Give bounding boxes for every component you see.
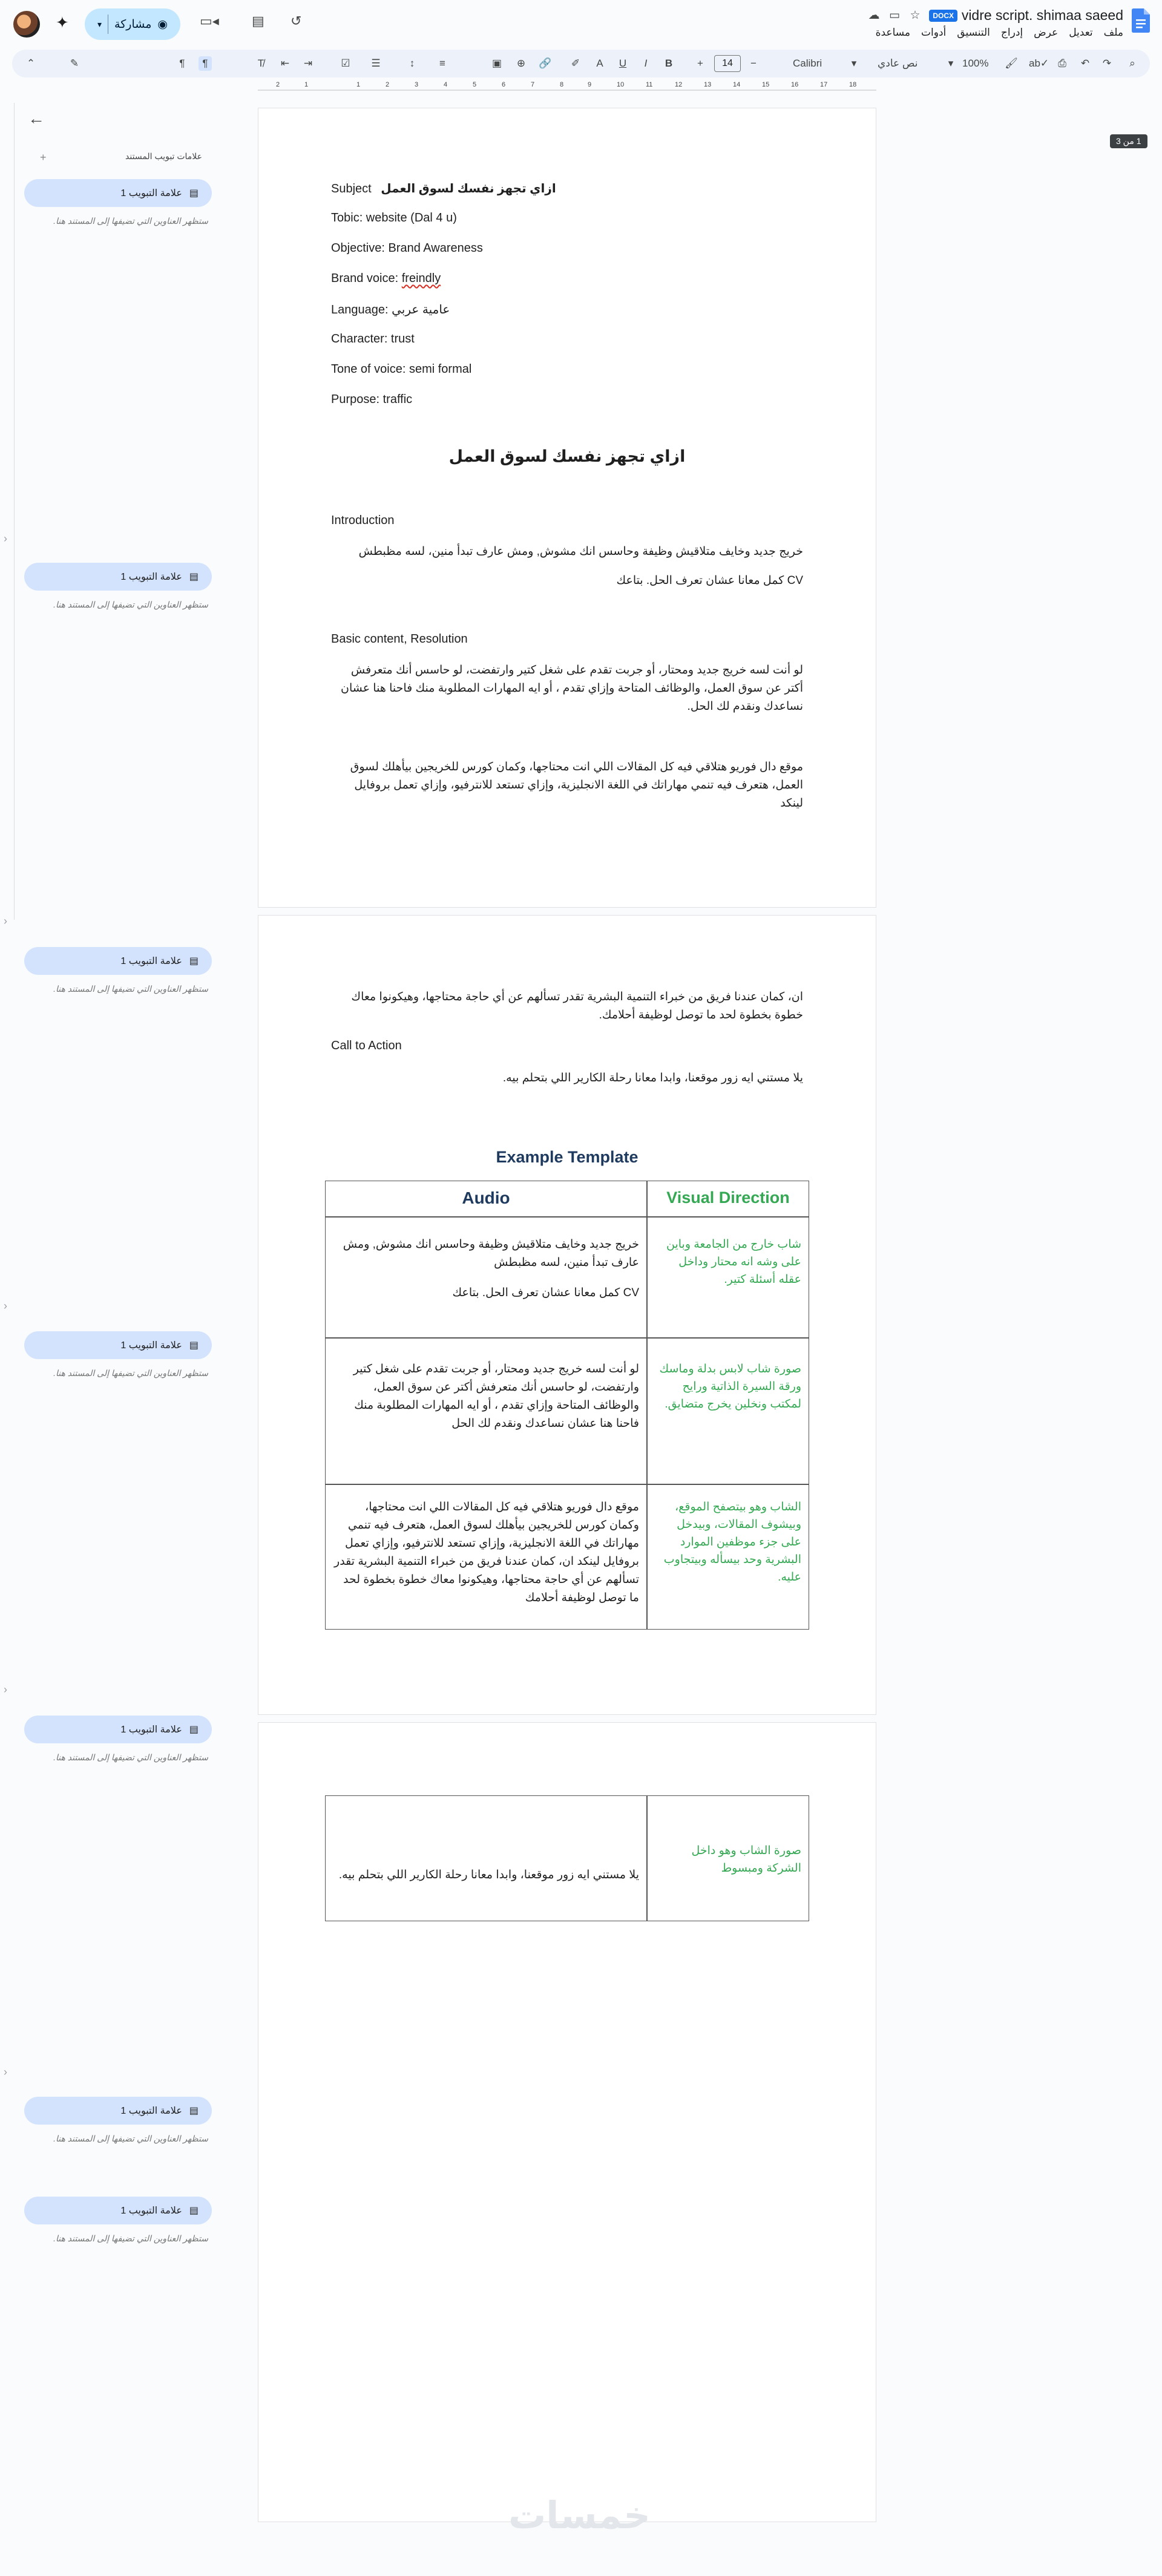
ruler-tick: 4 <box>444 81 448 88</box>
chevron-right-icon[interactable]: › <box>4 2066 7 2078</box>
ruler-tick: 13 <box>704 81 712 88</box>
ruler-tick: 7 <box>531 81 535 88</box>
ruler-tick: 17 <box>820 81 828 88</box>
visual-cell-text: شاب خارج من الجامعة وباين على وشه انه محتار وداخل عقله أسئلة كتير. <box>666 1238 801 1286</box>
subject-label: Subject <box>331 182 372 195</box>
document-tab[interactable] <box>24 1331 212 1359</box>
table-row-visual <box>647 1484 809 1630</box>
visual-cell-text: صورة الشاب وهو داخل الشركة ومبسوط <box>691 1844 801 1875</box>
ruler-tick: 1 <box>356 81 361 88</box>
ruler-tick: 2 <box>276 81 280 88</box>
formatting-toolbar <box>12 50 1150 77</box>
comment-add-icon[interactable]: ⊕ <box>516 57 526 69</box>
menu-view[interactable]: عرض <box>1034 27 1059 38</box>
close-outline-arrow-icon[interactable]: ← <box>28 109 45 128</box>
chevron-right-icon[interactable]: › <box>4 915 7 927</box>
rtl-icon[interactable]: ¶ <box>199 56 212 71</box>
page-1[interactable] <box>258 108 876 908</box>
intro-line-1: خريج جديد وخايف متلاقيش وظيفة وحاسس انك مشوش, ومش عارف تبدأ منين، لسه مظبطش <box>358 545 803 558</box>
audio-cell-text: لو أنت لسه خريج جديد ومحتار، أو جربت تقدم على شغل كتير وارتفضت، لو حاسس أنك متعرفش أكتر عن سوق العمل، والوظائف المتاحة وإزاي تقدم ، أو ايه المهارات المطلوبة منك فاحنا هنا عشان نساعدك ونقدم لك الحل <box>353 1363 639 1430</box>
document-tab[interactable] <box>24 2097 212 2125</box>
ruler-tick: 14 <box>733 81 741 88</box>
text-color-icon[interactable]: A <box>596 57 603 69</box>
brand-voice-label: Brand voice: <box>331 272 399 285</box>
docs-logo-icon[interactable] <box>1132 8 1150 33</box>
tab-label: علامة التبويب 1 <box>120 1340 182 1351</box>
cloud-icon[interactable]: ☁ <box>868 9 880 22</box>
folder-icon[interactable]: ▭ <box>889 9 900 22</box>
tab-doc-icon: ▤ <box>189 2206 199 2216</box>
audio-header: Audio <box>462 1188 510 1207</box>
add-tab-icon[interactable]: + <box>40 151 47 163</box>
cta-text: يلا مستني ايه زور موقعنا، وابدا معانا رحلة الكارير اللي بتحلم بيه. <box>502 1072 803 1084</box>
purpose-line: Purpose: traffic <box>331 393 413 406</box>
visual-header: Visual Direction <box>666 1188 790 1207</box>
ruler-tick: 9 <box>588 81 592 88</box>
horizontal-ruler[interactable] <box>258 81 876 97</box>
menu-tools[interactable]: أدوات <box>921 27 947 38</box>
ruler-bar <box>258 90 876 91</box>
style-selector[interactable]: نص عادي <box>878 57 918 69</box>
ruler-tick: 3 <box>415 81 419 88</box>
language-label: Language: <box>331 303 389 316</box>
table-row <box>325 1484 647 1630</box>
link-icon[interactable]: 🔗 <box>539 57 552 69</box>
menu-file[interactable]: ملف <box>1103 27 1123 38</box>
line-spacing-icon[interactable]: ↕ <box>409 57 415 69</box>
bulleted-list-icon[interactable]: ☰ <box>371 57 381 69</box>
tab-note: ستظهر العناوين التي تضيفها إلى المستند هنا. <box>53 984 208 994</box>
style-chevron-icon[interactable]: ▾ <box>851 57 857 69</box>
checklist-icon[interactable]: ☑ <box>341 57 350 69</box>
pen-icon[interactable]: ✎ <box>70 57 79 69</box>
character-line: Character: trust <box>331 332 415 346</box>
gemini-icon[interactable]: ✦ <box>56 13 69 31</box>
brand-voice-line <box>331 272 441 286</box>
tab-label: علامة التبويب 1 <box>120 956 182 966</box>
italic-icon[interactable]: I <box>644 57 648 69</box>
chevron-down-icon[interactable]: ▾ <box>97 19 102 29</box>
zoom-selector[interactable]: 100% <box>962 57 989 69</box>
menu-format[interactable]: التنسيق <box>957 27 990 38</box>
font-size-input[interactable]: 14 <box>714 55 741 72</box>
page2-paragraph: ان، كمان عندنا فريق من خبراء التنمية البشرية تقدر تسألهم عن أي حاجة محتاجها، وهيكونوا معاك خطوة بخطوة لحد ما توصل لوظيفة أحلامك. <box>351 991 803 1021</box>
tab-note: ستظهر العناوين التي تضيفها إلى المستند هنا. <box>53 216 208 226</box>
document-tab[interactable] <box>24 563 212 591</box>
outdent-icon[interactable]: ⇥ <box>303 57 313 69</box>
document-tab[interactable] <box>24 1716 212 1743</box>
audio-header-cell <box>325 1181 647 1217</box>
ruler-tick: 10 <box>617 81 625 88</box>
chevron-right-icon[interactable]: › <box>4 533 7 545</box>
visual-header-cell <box>647 1181 809 1217</box>
zoom-chevron-icon[interactable]: ▾ <box>948 57 954 69</box>
audio-cell-text: يلا مستني ايه زور موقعنا، وابدا معانا رحلة الكارير اللي بتحلم بيه. <box>338 1869 639 1881</box>
ruler-tick: 5 <box>473 81 477 88</box>
ruler-tick: 15 <box>762 81 770 88</box>
topic-line: Tobic: website (Dal 4 u) <box>331 211 457 224</box>
tab-label: علامة التبويب 1 <box>120 572 182 582</box>
audio-cell-text: موقع دال فوريو هتلاقي فيه كل المقالات اللي انت محتاجها، وكمان كورس للخريجين بيأهلك لسوق العمل، هتعرف فيه تنمي مهاراتك في اللغة الانجليزية، وإزاي تستعد للانترفيو، وإزاي تعمل بروفايل لينكد ان، كمان عندنا فريق من خبراء التنمية البشرية تقدر تسألهم عن أي حاجة محتاجها، وهيكونوا معاك خطوة بخطوة لحد ما توصل لوظيفة أحلامك <box>334 1501 639 1604</box>
ltr-icon[interactable]: ¶ <box>179 57 185 69</box>
tab-note: ستظهر العناوين التي تضيفها إلى المستند هنا. <box>53 2134 208 2143</box>
document-tab[interactable] <box>24 179 212 207</box>
tab-doc-icon: ▤ <box>189 572 199 582</box>
language-line <box>331 302 450 317</box>
history-icon[interactable]: ↺ <box>290 13 302 28</box>
tab-note: ستظهر العناوين التي تضيفها إلى المستند هنا. <box>53 1368 208 1378</box>
ruler-tick: 1 <box>304 81 309 88</box>
page-counter: 1 من 3 <box>1110 134 1147 148</box>
tab-doc-icon: ▤ <box>189 1725 199 1735</box>
menu-edit[interactable]: تعديل <box>1069 27 1093 38</box>
table-row <box>325 1217 647 1338</box>
ruler-tick: 16 <box>791 81 799 88</box>
underline-icon[interactable]: U <box>619 57 627 69</box>
intro-line-2: CV كمل معانا عشان تعرف الحل. بتاعك <box>616 574 803 587</box>
tab-label: علامة التبويب 1 <box>120 2106 182 2116</box>
visual-cell-text: صورة شاب لابس بدلة وماسك ورقة السيرة الذاتية ورايح لمكتب ونخلين يخرج متضايق. <box>659 1363 801 1411</box>
tab-note: ستظهر العناوين التي تضيفها إلى المستند هنا. <box>53 2234 208 2243</box>
print-icon[interactable]: ⎙ <box>1058 57 1066 69</box>
template-title: Example Template <box>496 1148 638 1166</box>
menu-insert[interactable]: إدراج <box>1000 27 1023 38</box>
spellcheck-icon[interactable]: ab✓ <box>1029 57 1049 69</box>
document-title[interactable]: vidre script. shimaa saeed <box>961 7 1123 23</box>
ruler-tick: 12 <box>675 81 683 88</box>
share-button[interactable] <box>85 8 180 40</box>
align-icon[interactable]: ≡ <box>439 57 445 69</box>
basic-content-label: Basic content, Resolution <box>331 632 468 646</box>
tab-doc-icon: ▤ <box>189 1340 199 1351</box>
subject-value: ازاي تجهز نفسك لسوق العمل <box>381 182 556 195</box>
highlight-icon[interactable]: ✐ <box>571 57 580 69</box>
language-value: عامية عربي <box>392 303 450 316</box>
share-label: مشاركة <box>114 18 152 31</box>
intro-label: Introduction <box>331 514 395 527</box>
menu-bar <box>876 27 1123 39</box>
bold-icon[interactable]: B <box>665 57 673 69</box>
image-icon[interactable]: ▣ <box>491 57 502 69</box>
paint-format-icon[interactable]: 🖌 <box>1005 57 1018 69</box>
table-row <box>325 1795 647 1921</box>
brand-voice-value: freindly <box>401 272 441 285</box>
star-icon[interactable]: ☆ <box>910 9 921 22</box>
subject-line <box>331 181 556 196</box>
clear-format-icon[interactable]: T̸ <box>257 57 264 69</box>
document-tab[interactable] <box>24 2197 212 2224</box>
tab-note: ستظهر العناوين التي تضيفها إلى المستند هنا. <box>53 1752 208 1762</box>
document-tab[interactable] <box>24 947 212 975</box>
font-selector[interactable]: Calibri <box>793 57 822 69</box>
menu-help[interactable]: مساعدة <box>875 27 911 38</box>
tab-doc-icon: ▤ <box>189 2106 199 2116</box>
outline-header: علامات تبويب المستند <box>125 151 202 161</box>
audio-cell-text-2: CV كمل معانا عشان تعرف الحل. بتاعك <box>452 1286 639 1299</box>
basic-paragraph-1: لو أنت لسه خريج جديد ومحتار، أو جربت تقدم على شغل كتير وارتفضت، لو حاسس أنك متعرفش أكتر عن سوق العمل، والوظائف المتاحة وإزاي تقدم ، أو ايه المهارات المطلوبة منك فاحنا هنا عشان نساعدك ونقدم لك الحل. <box>341 664 803 713</box>
table-row-visual <box>647 1217 809 1338</box>
title-bar <box>0 0 1162 46</box>
ruler-tick: 6 <box>502 81 506 88</box>
collapse-toolbar-icon[interactable]: ⌃ <box>26 57 36 69</box>
objective-line: Objective: Brand Awareness <box>331 241 483 255</box>
undo-icon[interactable]: ↶ <box>1080 57 1090 69</box>
chevron-right-icon[interactable]: › <box>4 1683 7 1696</box>
table-row-visual <box>647 1795 809 1921</box>
tab-label: علامة التبويب 1 <box>120 188 182 198</box>
watermark: خمسات <box>508 2495 651 2537</box>
document-heading: ازاي تجهز نفسك لسوق العمل <box>448 447 686 465</box>
chevron-right-icon[interactable]: › <box>4 1300 7 1312</box>
cta-label: Call to Action <box>331 1039 402 1052</box>
globe-icon: ◉ <box>157 18 168 31</box>
search-icon[interactable]: ⌕ <box>1129 57 1135 69</box>
basic-paragraph-2: موقع دال فوريو هتلاقي فيه كل المقالات اللي انت محتاجها، وكمان كورس للخريجين بيأهلك لسوق العمل، هتعرف فيه تنمي مهاراتك في اللغة الانجليزية، وإزاي تستعد للانترفيو، وإزاي تعمل بروفايل لينكد <box>350 761 803 810</box>
redo-icon[interactable]: ↷ <box>1102 57 1112 69</box>
font-size-decrease-icon[interactable]: − <box>750 57 757 69</box>
ruler-tick: 8 <box>560 81 564 88</box>
page-3[interactable] <box>258 1722 876 2522</box>
tone-line: Tone of voice: semi formal <box>331 362 472 376</box>
audio-cell-text: خريج جديد وخايف متلاقيش وظيفة وحاسس انك مشوش, ومش عارف تبدأ منين، لسه مظبطش <box>343 1238 639 1269</box>
avatar[interactable] <box>13 11 40 38</box>
ruler-tick: 18 <box>849 81 857 88</box>
meet-icon[interactable]: ▭◂ <box>200 13 219 28</box>
tab-doc-icon: ▤ <box>189 956 199 966</box>
tab-doc-icon: ▤ <box>189 188 199 198</box>
font-size-increase-icon[interactable]: + <box>697 57 703 69</box>
table-row-visual <box>647 1338 809 1484</box>
docx-badge: DOCX <box>929 10 957 22</box>
tab-label: علامة التبويب 1 <box>120 2206 182 2216</box>
vertical-ruler[interactable] <box>0 103 15 920</box>
ruler-tick: 11 <box>646 81 653 88</box>
indent-icon[interactable]: ⇤ <box>280 57 290 69</box>
tab-label: علامة التبويب 1 <box>120 1725 182 1735</box>
comments-icon[interactable]: ▤ <box>252 13 264 28</box>
table-row <box>325 1338 647 1484</box>
visual-cell-text: الشاب وهو بيتصفح الموقع، وبيشوف المقالات، وبيدخل على جزء موظفين الموارد البشرية وحد بيسأله وبيتجاوب عليه. <box>663 1501 801 1584</box>
page-2[interactable] <box>258 915 876 1715</box>
ruler-tick: 2 <box>386 81 390 88</box>
tab-note: ستظهر العناوين التي تضيفها إلى المستند هنا. <box>53 600 208 609</box>
